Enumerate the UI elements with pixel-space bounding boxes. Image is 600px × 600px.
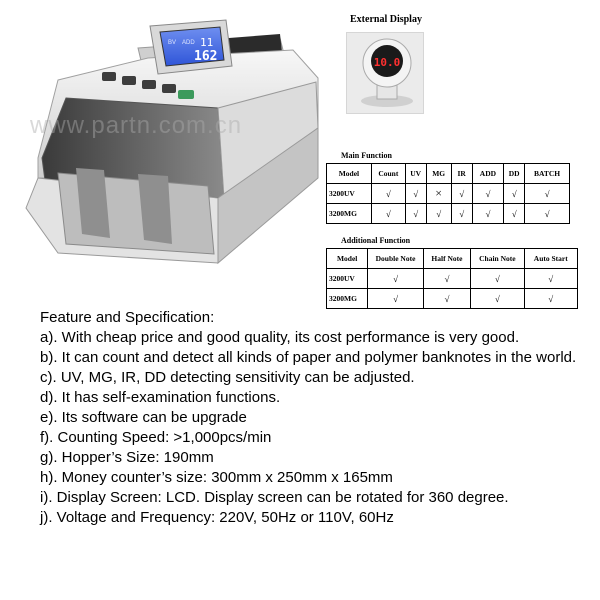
feature-item: g). Hopper’s Size: 190mm <box>40 449 214 466</box>
table-cell: √ <box>525 184 570 204</box>
table-cell-model: 3200MG <box>327 204 372 224</box>
table-header: BATCH <box>525 164 570 184</box>
features-heading: Feature and Specification: <box>40 309 215 326</box>
table-cell: √ <box>451 184 472 204</box>
lcd-bottom-readout: 162 <box>194 49 218 64</box>
additional-function-title: Additional Function <box>341 236 411 245</box>
table-cell: √ <box>472 184 504 204</box>
table-row <box>327 204 570 224</box>
table-header: Model <box>327 164 372 184</box>
table-header: Chain Note <box>471 249 524 269</box>
table-header: UV <box>405 164 426 184</box>
table-row <box>327 269 578 289</box>
table-cell: √ <box>525 204 570 224</box>
table-cell: √ <box>504 204 525 224</box>
table-header: IR <box>451 164 472 184</box>
feature-item: a). With cheap price and good quality, its cost performance is very good. <box>40 329 520 346</box>
table-header-row <box>327 164 570 184</box>
table-cell: √ <box>368 269 423 289</box>
table-header: Half Note <box>423 249 470 269</box>
table-cell: √ <box>405 204 426 224</box>
feature-item: j). Voltage and Frequency: 220V, 50Hz or 110V, 60Hz <box>40 509 394 526</box>
table-header: MG <box>426 164 451 184</box>
main-function-title: Main Function <box>341 151 392 160</box>
lcd-label-left: BV <box>168 40 177 46</box>
table-row <box>327 184 570 204</box>
table-cell: × <box>426 184 451 204</box>
table-cell: √ <box>423 269 470 289</box>
feature-item: i). Display Screen: LCD. Display screen can be rotated for 360 degree. <box>40 489 509 506</box>
feature-item: b). It can count and detect all kinds of paper and polymer banknotes in the world. <box>40 349 577 366</box>
table-cell-model: 3200MG <box>327 289 368 309</box>
table-cell: √ <box>451 204 472 224</box>
watermark-text: www.partn.com.cn <box>30 112 243 139</box>
table-row <box>327 289 578 309</box>
feature-item: e). Its software can be upgrade <box>40 409 247 426</box>
table-header: Auto Start <box>524 249 577 269</box>
table-cell: √ <box>472 204 504 224</box>
feature-item: h). Money counter’s size: 300mm x 250mm x 165mm <box>40 469 393 486</box>
table-cell: √ <box>423 289 470 309</box>
table-cell: √ <box>368 289 423 309</box>
table-header: Double Note <box>368 249 423 269</box>
external-display-photo <box>346 32 424 114</box>
table-cell: √ <box>426 204 451 224</box>
table-header: DD <box>504 164 525 184</box>
table-cell: √ <box>471 289 524 309</box>
table-cell: √ <box>371 184 405 204</box>
table-cell: √ <box>524 289 577 309</box>
table-header: Model <box>327 249 368 269</box>
table-header: ADD <box>472 164 504 184</box>
lcd-top-readout: 11 <box>200 36 214 49</box>
table-cell: √ <box>371 204 405 224</box>
lcd-label-right: ADD <box>182 40 195 46</box>
table-header: Count <box>371 164 405 184</box>
external-display-readout: 10.0 <box>373 56 401 69</box>
feature-item: f). Counting Speed: >1,000pcs/min <box>40 429 272 446</box>
table-cell: √ <box>504 184 525 204</box>
table-cell: √ <box>524 269 577 289</box>
table-cell: √ <box>471 269 524 289</box>
additional-function-table <box>326 248 578 309</box>
money-counter-illustration <box>18 8 323 300</box>
table-cell: √ <box>405 184 426 204</box>
table-cell-model: 3200UV <box>327 184 372 204</box>
table-cell-model: 3200UV <box>327 269 368 289</box>
feature-item: d). It has self-examination functions. <box>40 389 281 406</box>
main-function-table <box>326 163 570 224</box>
feature-specification-list <box>40 308 585 528</box>
external-display-title: External Display <box>350 14 422 25</box>
table-header-row <box>327 249 578 269</box>
feature-item: c). UV, MG, IR, DD detecting sensitivity can be adjusted. <box>40 369 415 386</box>
